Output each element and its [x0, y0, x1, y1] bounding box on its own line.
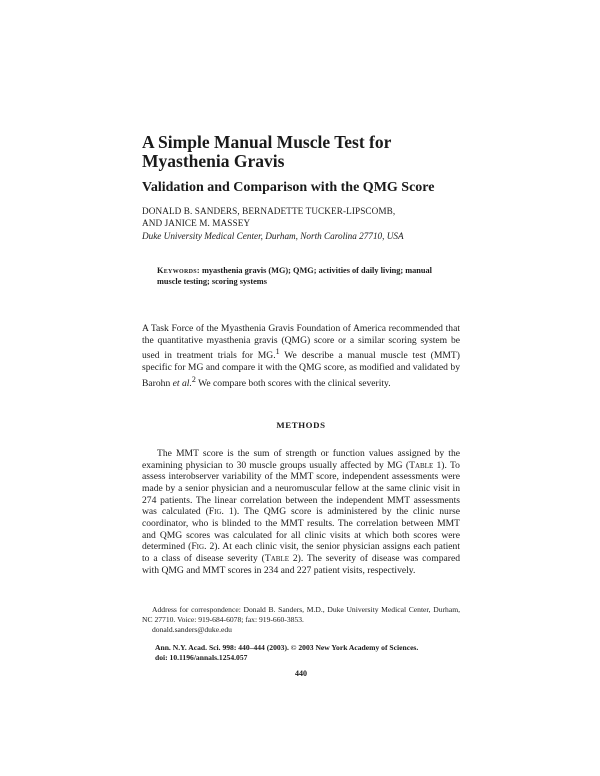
authors-line-2: AND JANICE M. MASSEY [142, 217, 251, 228]
page-number: 440 [295, 669, 307, 678]
figure-2-ref: Fig [191, 541, 205, 553]
reference-2: 2 [191, 374, 196, 384]
keywords [157, 266, 457, 287]
reference-1: 1 [275, 347, 280, 357]
methods-text: 1). To assess interobserver variability of the MMT score, independent assessments were made by a senior physician and a neuromuscular fellow at the same clinic visit in 274 patients. The linear correlation between the independent MMT assessments was calculated ( [142, 459, 460, 518]
title-line-2: Myasthenia Gravis [142, 151, 285, 171]
methods-text: . 1). The QMG score is administered by the clinic nurse coordinator, who is blinded to the MMT results. The correlation between MMT and QMG scores was calculated for all clinic visits at which both scores were determined ( [142, 506, 461, 553]
methods-text: The MMT score is the sum of strength or function values assigned by the examining physician to 30 muscle groups usually affected by MG ( [142, 448, 460, 471]
journal-citation [155, 643, 460, 663]
title-line-1: A Simple Manual Muscle Test for [142, 132, 392, 152]
correspondence-address: Address for correspondence: Donald B. Sanders, M.D., Duke University Medical Center, Durham, NC 27710. Voice: 919-684-6078; fax: 919-660-3853. [142, 605, 460, 624]
paper-title [142, 133, 391, 171]
figure-1-ref: Fig [208, 506, 222, 518]
et-al: et al. [172, 377, 192, 389]
abstract [142, 323, 460, 389]
keywords-text: myasthenia gravis (MG); QMG; activities of daily living; manual muscle testing; scoring systems [157, 266, 432, 286]
authors-line-1: DONALD B. SANDERS, BERNADETTE TUCKER-LIPSCOMB, [142, 206, 396, 216]
author-list [142, 206, 395, 229]
citation-doi: doi: 10.1196/annals.1254.057 [155, 653, 248, 662]
abstract-text: A Task Force of the Myasthenia Gravis Foundation of America recommended that the quantitative myasthenia gravis (QMG) score or a similar scoring system be used in treatment trials for MG. [142, 323, 460, 362]
paper-subtitle: Validation and Comparison with the QMG Score [142, 180, 435, 195]
methods-text: . 2). At each clinic visit, the senior physician assigns each patient to a class of disease severity ( [142, 541, 460, 564]
correspondence-email: donald.sanders@duke.edu [152, 624, 232, 634]
citation-line-1: Ann. N.Y. Acad. Sci. 998: 440–444 (2003). © 2003 New York Academy of Sciences. [155, 643, 419, 652]
methods-text: 2). The severity of disease was compared with QMG and MMT scores in 234 and 227 patient visits, respectively. [142, 552, 460, 576]
affiliation: Duke University Medical Center, Durham, North Carolina 27710, USA [142, 231, 404, 241]
abstract-text: We describe a manual muscle test (MMT) specific for MG and compare it with the QMG score, as modified and validated by Barohn [142, 350, 460, 389]
abstract-text: We compare both scores with the clinical severity. [195, 377, 391, 389]
correspondence-footnote [142, 605, 460, 635]
table-2-ref: Table [264, 552, 289, 564]
keywords-label: Keywords: [157, 266, 200, 275]
methods-paragraph [142, 448, 460, 576]
table-1-ref: Table [409, 459, 434, 471]
section-heading-methods: METHODS [276, 420, 326, 430]
